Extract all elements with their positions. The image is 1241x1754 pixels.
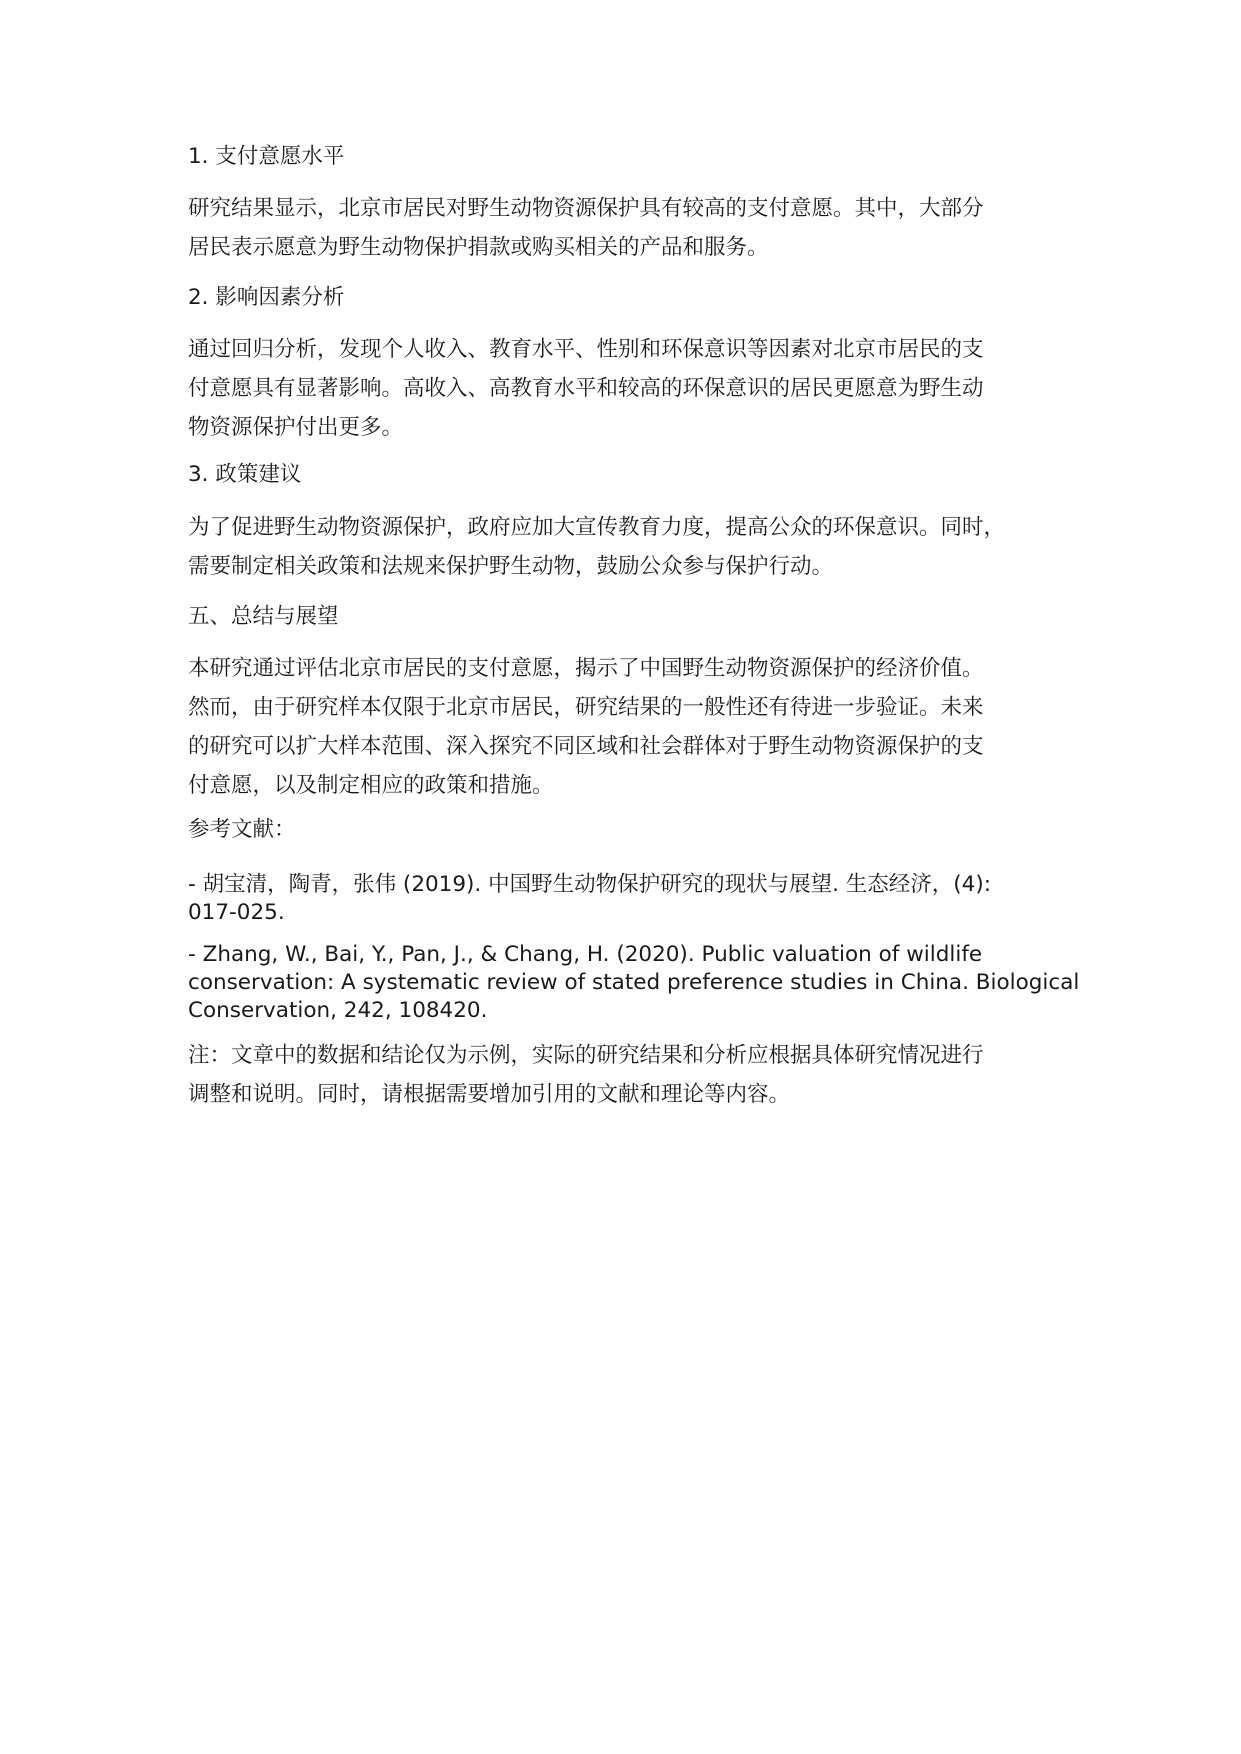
section-body-policy — [188, 508, 1005, 586]
text-line: - 胡宝清，陶青，张伟 (2019). 中国野生动物保护研究的现状与展望. 生态经济，(4): — [188, 872, 991, 897]
text-line: 居民表示愿意为野生动物保护捐款或购买相关的产品和服务。 — [188, 235, 769, 260]
section-body-willingness — [188, 189, 984, 267]
text-line: 017-025. — [188, 900, 285, 925]
text-line: 需要制定相关政策和法规来保护野生动物，鼓励公众参与保护行动。 — [188, 554, 834, 579]
section-heading-factors: 2. 影响因素分析 — [188, 285, 345, 310]
text-line: 研究结果显示，北京市居民对野生动物资源保护具有较高的支付意愿。其中，大部分 — [188, 196, 984, 221]
text-line: Conservation, 242, 108420. — [188, 998, 488, 1023]
text-line: 的研究可以扩大样本范围、深入探究不同区域和社会群体对于野生动物资源保护的支 — [188, 734, 984, 759]
reference-item — [188, 871, 991, 927]
text-line: 通过回归分析，发现个人收入、教育水平、性别和环保意识等因素对北京市居民的支 — [188, 337, 984, 362]
text-line: 为了促进野生动物资源保护，政府应加大宣传教育力度，提高公众的环保意识。同时， — [188, 515, 1006, 540]
text-line: - Zhang, W., Bai, Y., Pan, J., & Chang, H. (2020). Public valuation of wildlife — [188, 942, 983, 967]
reference-item — [188, 941, 1079, 1025]
text-line: 注：文章中的数据和结论仅为示例，实际的研究结果和分析应根据具体研究情况进行 — [188, 1043, 984, 1068]
note-paragraph — [188, 1036, 984, 1114]
text-line: conservation: A systematic review of stated preference studies in China. Biological — [188, 970, 1080, 995]
text-line: 然而，由于研究样本仅限于北京市居民，研究结果的一般性还有待进一步验证。未来 — [188, 695, 984, 720]
text-line: 付意愿，以及制定相应的政策和措施。 — [188, 773, 554, 798]
section-heading-willingness: 1. 支付意愿水平 — [188, 144, 345, 169]
text-line: 本研究通过评估北京市居民的支付意愿，揭示了中国野生动物资源保护的经济价值。 — [188, 656, 984, 681]
text-line: 调整和说明。同时，请根据需要增加引用的文献和理论等内容。 — [188, 1082, 791, 1107]
section-heading-summary: 五、总结与展望 — [188, 604, 339, 629]
document-page — [188, 0, 1088, 1754]
section-body-factors — [188, 330, 984, 447]
text-line: 物资源保护付出更多。 — [188, 415, 404, 440]
section-heading-policy: 3. 政策建议 — [188, 462, 302, 487]
references-heading: 参考文献： — [188, 817, 296, 842]
section-body-summary — [188, 649, 984, 805]
text-line: 付意愿具有显著影响。高收入、高教育水平和较高的环保意识的居民更愿意为野生动 — [188, 376, 984, 401]
